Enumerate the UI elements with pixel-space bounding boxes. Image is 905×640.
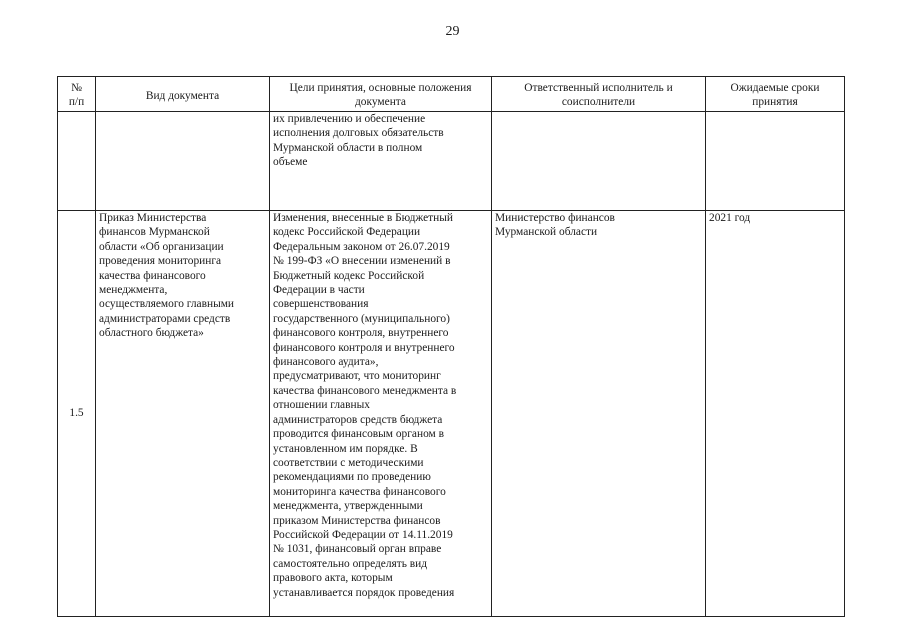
row-goals: их привлечению и обеспечение исполнения долговых обязательств Мурманской области в полном объеме (270, 112, 492, 211)
header-executor: Ответственный исполнитель и соисполнители (492, 77, 706, 112)
row-deadline (706, 112, 845, 211)
row-goals: Изменения, внесенные в Бюджетный кодекс Российской Федерации Федеральным законом от 26.07.2019 № 199-ФЗ «О внесении изменений в Бюджетный кодекс Российской Федерации в части совершенствования государственного (муниципального) финансового контроля, внутреннего финансового контроля и внутреннего финансового аудита», предусматривают, что мониторинг качества финансового менеджмента в отношении главных администраторов средств бюджета проводится финансовым органом в установленном им порядке. В соответствии с методическими рекомендациями по проведению мониторинга качества финансового менеджмента, утвержденными приказом Министерства финансов Российской Федерации от 14.11.2019 № 1031, финансовый орган вправе самостоятельно определять вид правового акта, которым устанавливается порядок проведения (270, 211, 492, 617)
row-executor: Министерство финансов Мурманской области (492, 211, 706, 617)
row-num (58, 112, 96, 211)
row-deadline: 2021 год (706, 211, 845, 617)
header-num: № п/п (58, 77, 96, 112)
row-executor (492, 112, 706, 211)
table-row (58, 112, 845, 211)
table-row (58, 211, 845, 617)
header-deadline: Ожидаемые сроки принятия (706, 77, 845, 112)
header-doc-type: Вид документа (96, 77, 270, 112)
page-number: 29 (445, 24, 460, 39)
row-doc-type: Приказ Министерства финансов Мурманской области «Об организации проведения мониторинга качества финансового менеджмента, осуществляемого главными администраторами средств областного бюджета» (96, 211, 270, 617)
document-table (57, 76, 845, 617)
header-goals: Цели принятия, основные положения документа (270, 77, 492, 112)
row-num: 1.5 (58, 211, 96, 617)
table-header-row (58, 77, 845, 112)
row-doc-type (96, 112, 270, 211)
